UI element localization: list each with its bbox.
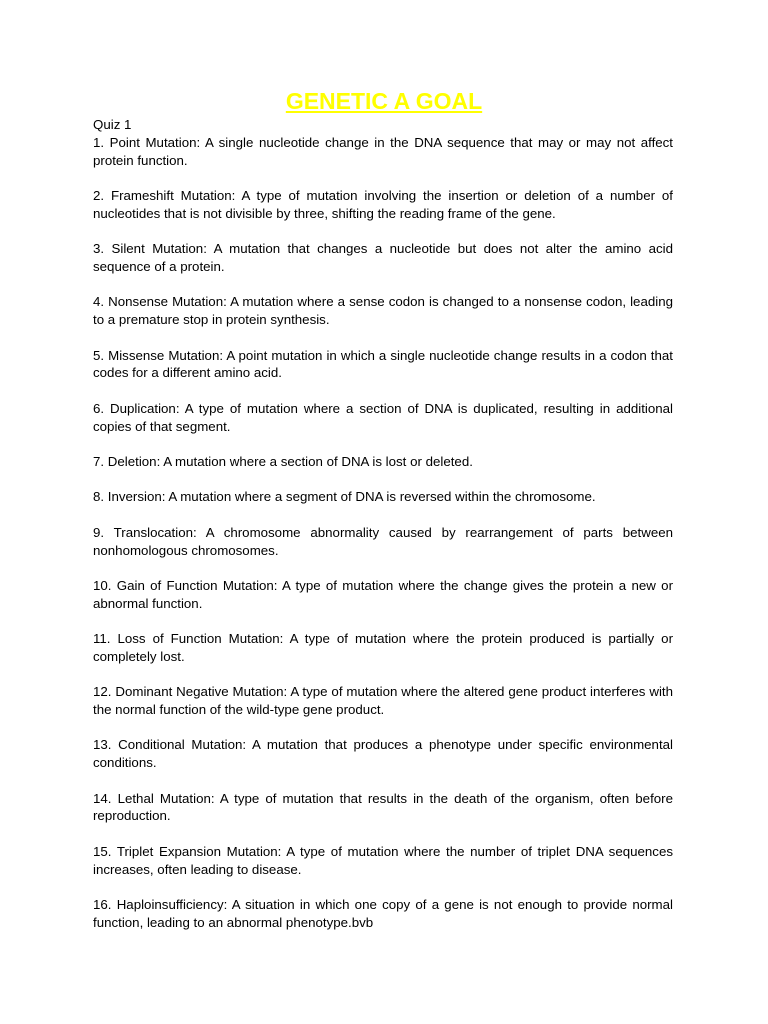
list-item: 2. Frameshift Mutation: A type of mutation involving the insertion or deletion of a number of nucleotides that is not divisible by three, shifting the reading frame of the gene. — [93, 187, 673, 221]
list-item: 13. Conditional Mutation: A mutation that produces a phenotype under specific environmental conditions. — [93, 737, 673, 771]
list-item: 10. Gain of Function Mutation: A type of mutation where the change gives the protein a new or abnormal function. — [93, 577, 673, 611]
list-item: 1. Point Mutation: A single nucleotide change in the DNA sequence that may or may not affect protein function. — [93, 134, 673, 168]
list-item: 15. Triplet Expansion Mutation: A type of mutation where the number of triplet DNA sequences increases, often leading to disease. — [93, 843, 673, 877]
list-item: 11. Loss of Function Mutation: A type of mutation where the protein produced is partially or completely lost. — [93, 631, 673, 664]
document-body — [93, 116, 673, 949]
list-item: 12. Dominant Negative Mutation: A type of mutation where the altered gene product interferes with the normal function of the wild-type gene product. — [93, 684, 673, 718]
list-item: 16. Haploinsufficiency: A situation in which one copy of a gene is not enough to provide normal function, leading to an abnormal phenotype.bvb — [93, 897, 673, 930]
list-item: 3. Silent Mutation: A mutation that changes a nucleotide but does not alter the amino acid sequence of a protein. — [93, 241, 673, 274]
list-item: 7. Deletion: A mutation where a section of DNA is lost or deleted. — [93, 453, 473, 469]
list-item: 14. Lethal Mutation: A type of mutation that results in the death of the organism, often before reproduction. — [93, 790, 673, 824]
list-item: 4. Nonsense Mutation: A mutation where a sense codon is changed to a nonsense codon, leading to a premature stop in protein synthesis. — [93, 294, 673, 328]
quiz-label: Quiz 1 — [93, 117, 132, 132]
list-item: 8. Inversion: A mutation where a segment of DNA is reversed within the chromosome. — [93, 489, 596, 505]
list-item: 9. Translocation: A chromosome abnormality caused by rearrangement of parts between nonhomologous chromosomes. — [93, 524, 673, 558]
document-title: GENETIC A GOAL — [285, 88, 483, 114]
list-item: 6. Duplication: A type of mutation where a section of DNA is duplicated, resulting in additional copies of that segment. — [93, 400, 673, 434]
list-item: 5. Missense Mutation: A point mutation in which a single nucleotide change results in a codon that codes for a different amino acid. — [93, 347, 673, 381]
